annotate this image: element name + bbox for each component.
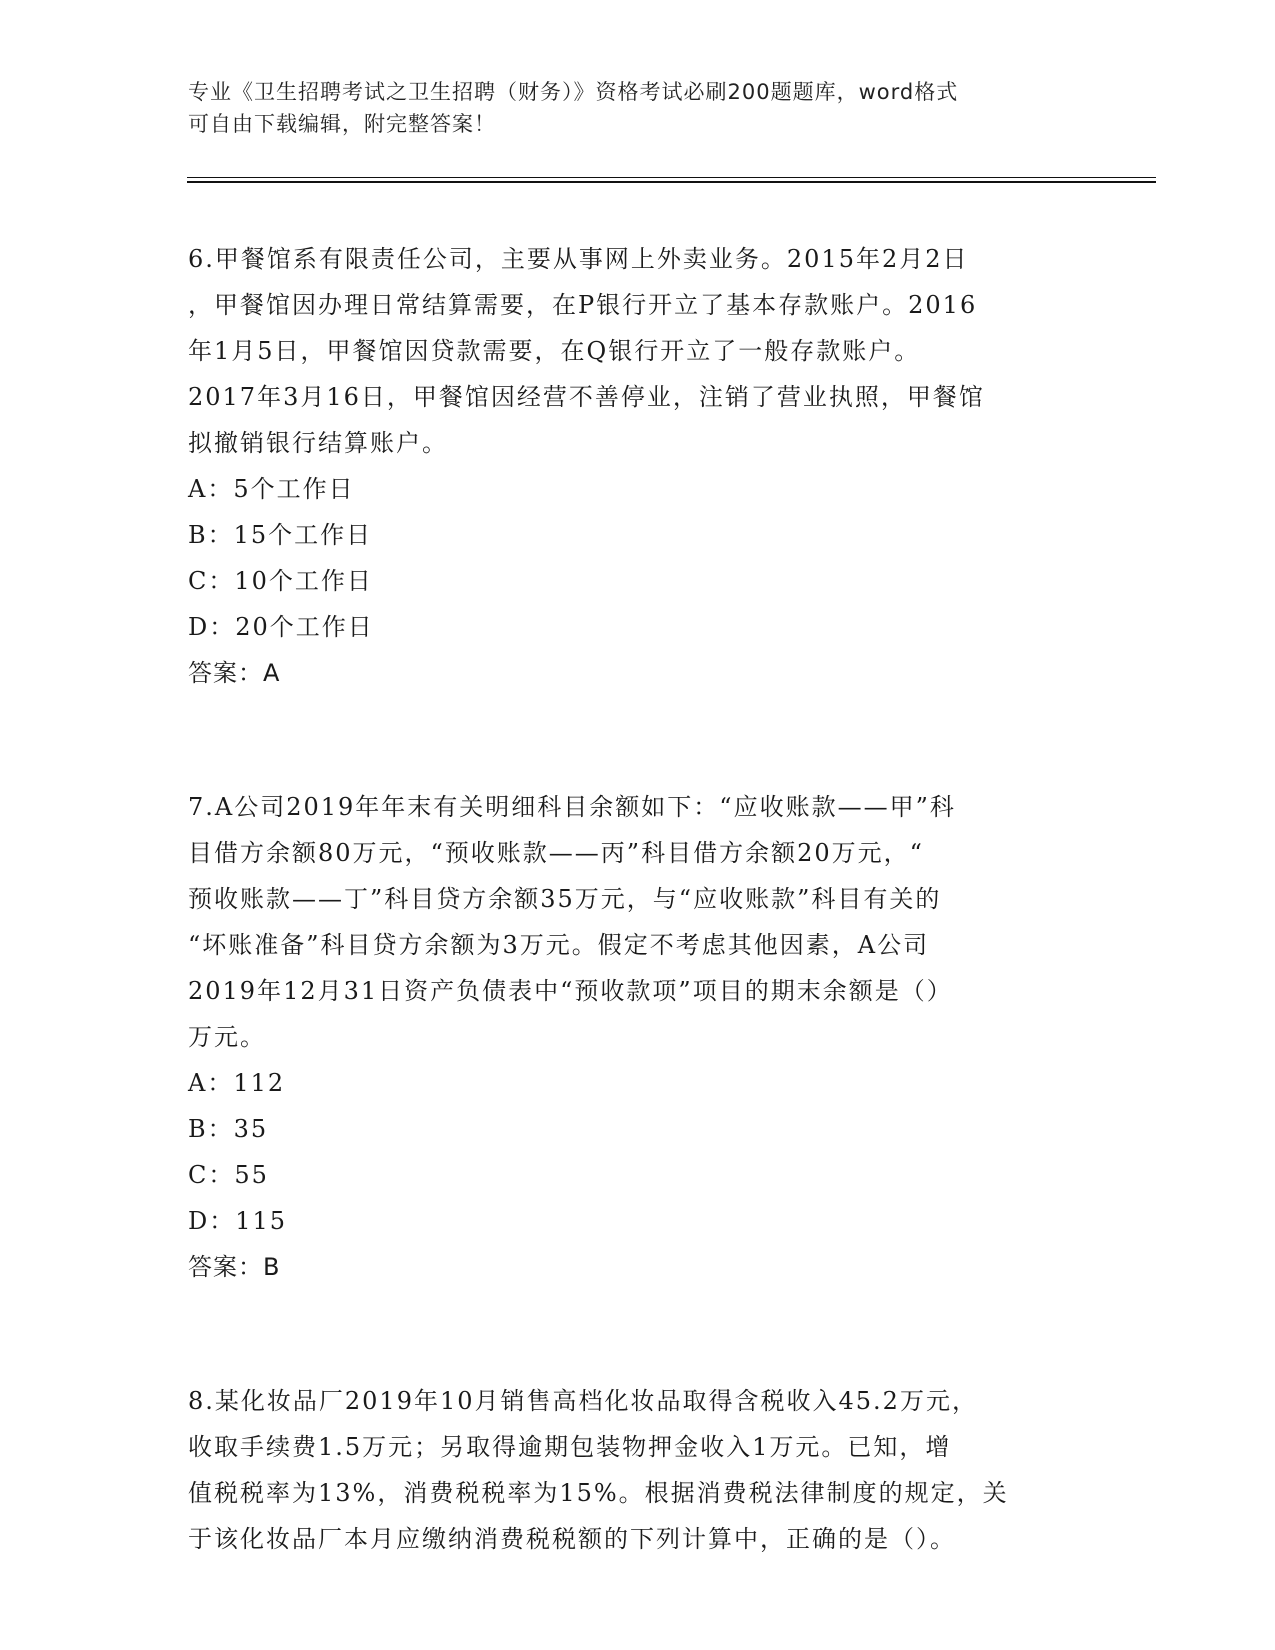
option-d: D：20个工作日 xyxy=(188,613,374,641)
option-c: C：10个工作日 xyxy=(188,567,373,595)
question-line: ，甲餐馆因办理日常结算需要，在P银行开立了基本存款账户。2016 xyxy=(188,291,978,319)
question-line: 于该化妆品厂本月应缴纳消费税税额的下列计算中，正确的是（）。 xyxy=(188,1525,956,1553)
question-8 xyxy=(188,1378,1088,1562)
question-text xyxy=(188,1378,1088,1562)
questions-body xyxy=(188,236,1088,1562)
option-b: B：35 xyxy=(188,1115,269,1143)
header-line-1: 专业《卫生招聘考试之卫生招聘（财务）》资格考试必刷200题题库，word格式 xyxy=(188,80,959,104)
question-text xyxy=(188,784,1088,1060)
question-text xyxy=(188,236,1088,466)
document-header xyxy=(188,76,1078,140)
question-6 xyxy=(188,236,1088,696)
question-line: “坏账准备”科目贷方余额为3万元。假定不考虑其他因素，A公司 xyxy=(188,931,930,959)
question-line: 收取手续费1.5万元；另取得逾期包装物押金收入1万元。已知，增 xyxy=(188,1433,952,1461)
option-a: A：112 xyxy=(188,1069,286,1097)
question-line: 拟撤销银行结算账户。 xyxy=(188,429,448,457)
question-line: 7.A公司2019年年末有关明细科目余额如下：“应收账款——甲”科 xyxy=(188,793,956,821)
question-line: 目借方余额80万元，“预收账款——丙”科目借方余额20万元，“ xyxy=(188,839,924,867)
header-divider-thin xyxy=(187,177,1156,178)
header-divider-thick xyxy=(187,181,1156,183)
question-line: 预收账款——丁”科目贷方余额35万元，与“应收账款”科目有关的 xyxy=(188,885,942,913)
option-d: D：115 xyxy=(188,1207,288,1235)
option-b: B：15个工作日 xyxy=(188,521,373,549)
option-a: A：5个工作日 xyxy=(188,475,355,503)
answer-text: 答案：B xyxy=(188,1253,281,1281)
question-line: 万元。 xyxy=(188,1023,266,1051)
question-line: 年1月5日，甲餐馆因贷款需要，在Q银行开立了一般存款账户。 xyxy=(188,337,921,365)
question-line: 6.甲餐馆系有限责任公司，主要从事网上外卖业务。2015年2月2日 xyxy=(188,245,969,273)
header-line-2: 可自由下载编辑，附完整答案！ xyxy=(188,112,496,136)
question-line: 2017年3月16日，甲餐馆因经营不善停业，注销了营业执照，甲餐馆 xyxy=(188,383,985,411)
question-line: 8.某化妆品厂2019年10月销售高档化妆品取得含税收入45.2万元， xyxy=(188,1387,978,1415)
question-7 xyxy=(188,784,1088,1290)
answer-text: 答案：A xyxy=(188,659,281,687)
question-line: 2019年12月31日资产负债表中“预收款项”项目的期末余额是（） xyxy=(188,977,953,1005)
question-line: 值税税率为13%，消费税税率为15%。根据消费税法律制度的规定，关 xyxy=(188,1479,1009,1507)
option-c: C：55 xyxy=(188,1161,269,1189)
